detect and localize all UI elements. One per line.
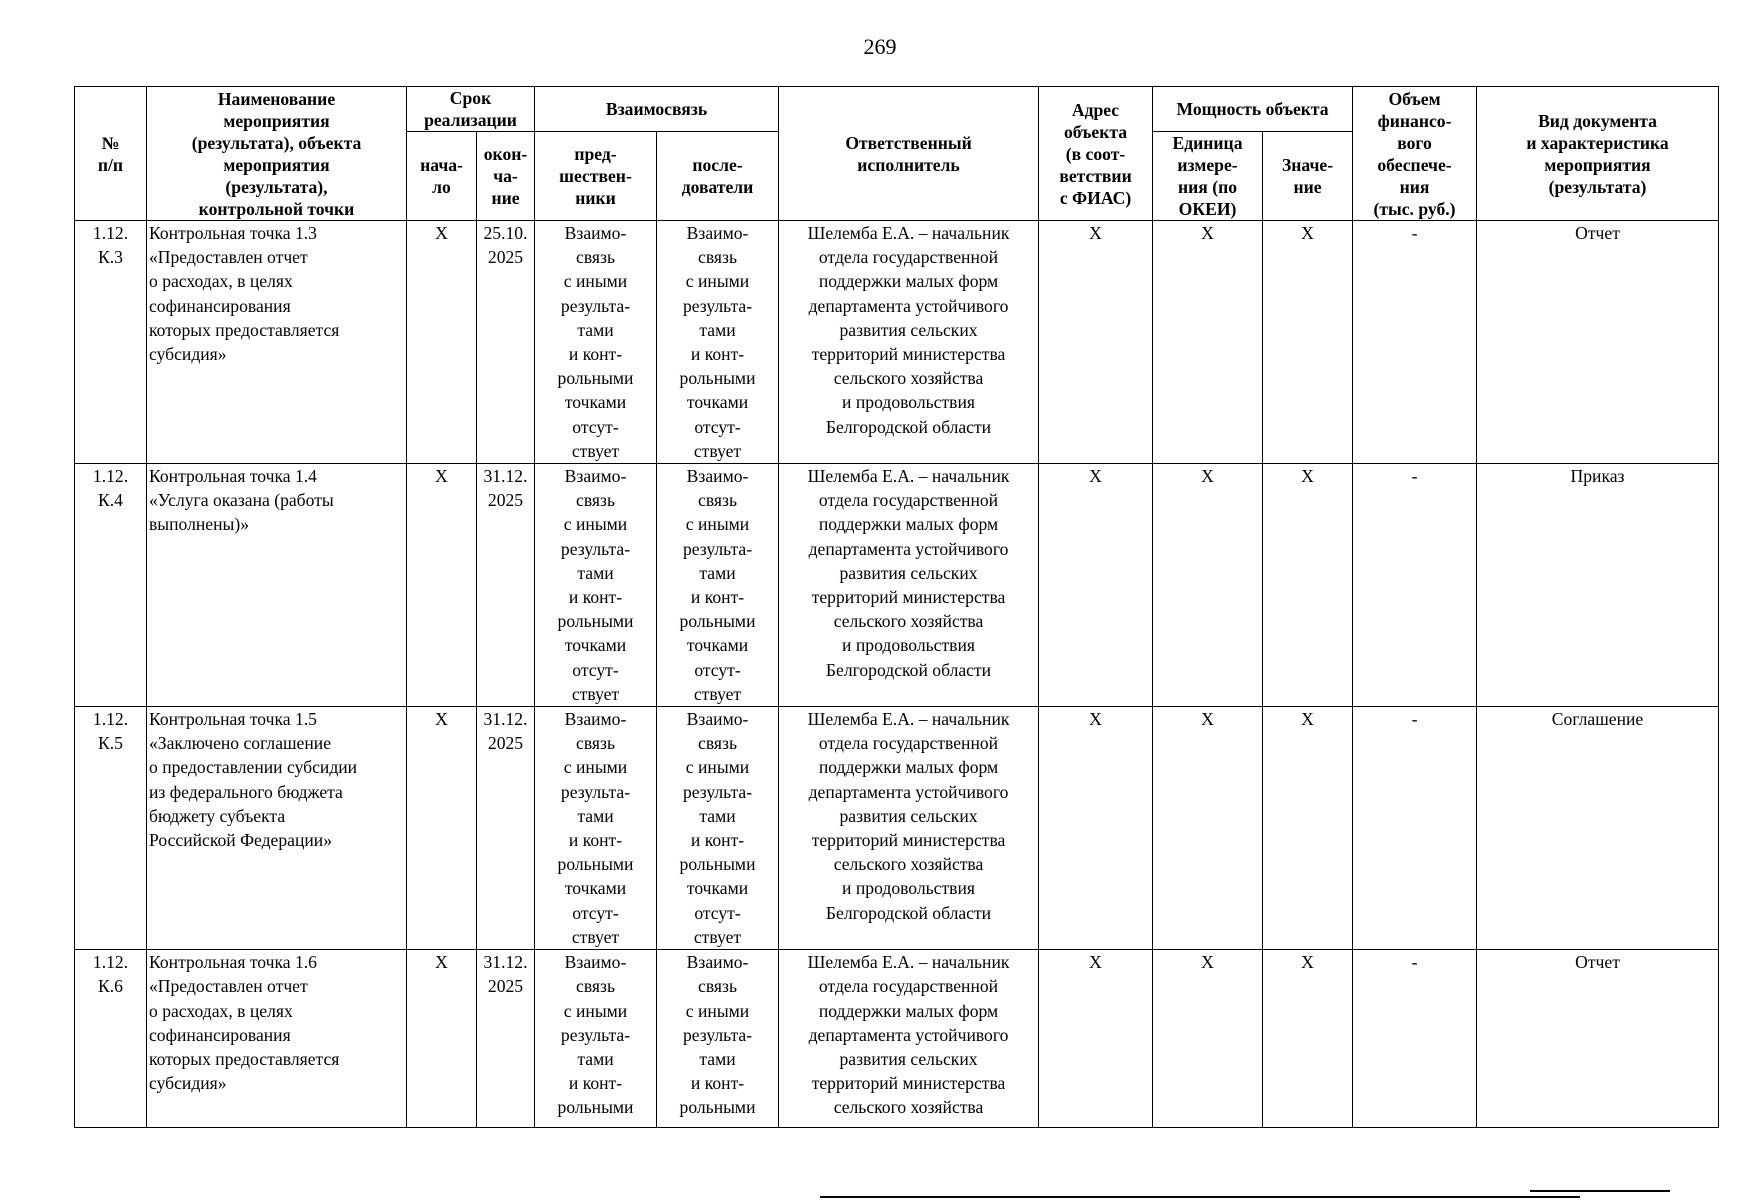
row-next: Взаимо- связь с иными результа- тами и конт- рольными точками отсут- ствует — [657, 221, 779, 464]
row-doc: Приказ — [1477, 464, 1719, 707]
row-next: Взаимо- связь с иными результа- тами и конт- рольными точками отсут- ствует — [657, 464, 779, 707]
row-unit: Х — [1153, 221, 1263, 464]
header-responsible: Ответственный исполнитель — [779, 87, 1039, 221]
row-unit: Х — [1153, 464, 1263, 707]
row-start: Х — [407, 221, 477, 464]
row-responsible: Шелемба Е.А. – начальник отдела государственной поддержки малых форм департамента устойчивого развития сельских территорий министерства сельского хозяйства и продовольствия Белгородской области — [779, 707, 1039, 950]
row-responsible: Шелемба Е.А. – начальник отдела государственной поддержки малых форм департамента устойчивого развития сельских территорий министерства сельского хозяйства и продовольствия Белгородской области — [779, 221, 1039, 464]
row-funding: - — [1353, 221, 1477, 464]
row-num: 1.12. К.5 — [75, 707, 147, 950]
row-funding: - — [1353, 950, 1477, 1128]
header-term-end: окон- ча- ние — [477, 132, 535, 221]
header-doc-type: Вид документа и характеристика мероприятия (результата) — [1477, 87, 1719, 221]
row-doc: Отчет — [1477, 950, 1719, 1128]
row-doc: Отчет — [1477, 221, 1719, 464]
table-row — [75, 221, 1719, 464]
row-responsible: Шелемба Е.А. – начальник отдела государственной поддержки малых форм департамента устойчивого развития сельских территорий министерства сельского хозяйства — [779, 950, 1039, 1128]
row-prev: Взаимо- связь с иными результа- тами и конт- рольными точками отсут- ствует — [535, 221, 657, 464]
row-name: Контрольная точка 1.4 «Услуга оказана (работы выполнены)» — [147, 464, 407, 707]
row-address: Х — [1039, 950, 1153, 1128]
row-value: Х — [1263, 950, 1353, 1128]
row-name: Контрольная точка 1.3 «Предоставлен отчет о расходах, в целях софинансирования которых предоставляется субсидия» — [147, 221, 407, 464]
row-end: 31.12. 2025 — [477, 950, 535, 1128]
row-start: Х — [407, 950, 477, 1128]
row-address: Х — [1039, 464, 1153, 707]
footer-rule-right — [1530, 1190, 1670, 1192]
header-capacity: Мощность объекта — [1153, 87, 1353, 132]
table-row — [75, 950, 1719, 1128]
header-num: № п/п — [75, 87, 147, 221]
row-address: Х — [1039, 221, 1153, 464]
row-next: Взаимо- связь с иными результа- тами и конт- рольными точками отсут- ствует — [657, 707, 779, 950]
footer-rule-left — [820, 1196, 1580, 1198]
row-unit: Х — [1153, 950, 1263, 1128]
row-prev: Взаимо- связь с иными результа- тами и конт- рольными точками отсут- ствует — [535, 707, 657, 950]
row-responsible: Шелемба Е.А. – начальник отдела государственной поддержки малых форм департамента устойчивого развития сельских территорий министерства сельского хозяйства и продовольствия Белгородской области — [779, 464, 1039, 707]
header-term: Срок реализации — [407, 87, 535, 132]
row-value: Х — [1263, 707, 1353, 950]
table-row — [75, 464, 1719, 707]
row-num: 1.12. К.3 — [75, 221, 147, 464]
header-capacity-unit: Единица измере- ния (по ОКЕИ) — [1153, 132, 1263, 221]
page-number: 269 — [863, 34, 897, 59]
row-num: 1.12. К.6 — [75, 950, 147, 1128]
row-start: Х — [407, 464, 477, 707]
row-address: Х — [1039, 707, 1153, 950]
row-end: 31.12. 2025 — [477, 707, 535, 950]
header-link-next: после- дователи — [657, 132, 779, 221]
row-doc: Соглашение — [1477, 707, 1719, 950]
row-start: Х — [407, 707, 477, 950]
row-name: Контрольная точка 1.6 «Предоставлен отчет о расходах, в целях софинансирования которых предоставляется субсидия» — [147, 950, 407, 1128]
row-next: Взаимо- связь с иными результа- тами и конт- рольными — [657, 950, 779, 1128]
header-name: Наименование мероприятия (результата), объекта мероприятия (результата), контрольной точки — [147, 87, 407, 221]
row-unit: Х — [1153, 707, 1263, 950]
plan-table — [74, 86, 1719, 1128]
row-prev: Взаимо- связь с иными результа- тами и конт- рольными точками отсут- ствует — [535, 464, 657, 707]
row-prev: Взаимо- связь с иными результа- тами и конт- рольными — [535, 950, 657, 1128]
header-funding: Объем финансо- вого обеспече- ния (тыс. руб.) — [1353, 87, 1477, 221]
header-capacity-value: Значе- ние — [1263, 132, 1353, 221]
row-end: 25.10. 2025 — [477, 221, 535, 464]
table-row — [75, 707, 1719, 950]
row-funding: - — [1353, 464, 1477, 707]
row-end: 31.12. 2025 — [477, 464, 535, 707]
row-value: Х — [1263, 464, 1353, 707]
row-name: Контрольная точка 1.5 «Заключено соглашение о предоставлении субсидии из федерального бюджета бюджету субъекта Российской Федерации» — [147, 707, 407, 950]
header-term-start: нача- ло — [407, 132, 477, 221]
header-link-prev: пред- шествен- ники — [535, 132, 657, 221]
header-link: Взаимосвязь — [535, 87, 779, 132]
row-funding: - — [1353, 707, 1477, 950]
header-address: Адрес объекта (в соот- ветствии с ФИАС) — [1039, 87, 1153, 221]
header-row-1 — [75, 87, 1719, 132]
row-value: Х — [1263, 221, 1353, 464]
row-num: 1.12. К.4 — [75, 464, 147, 707]
